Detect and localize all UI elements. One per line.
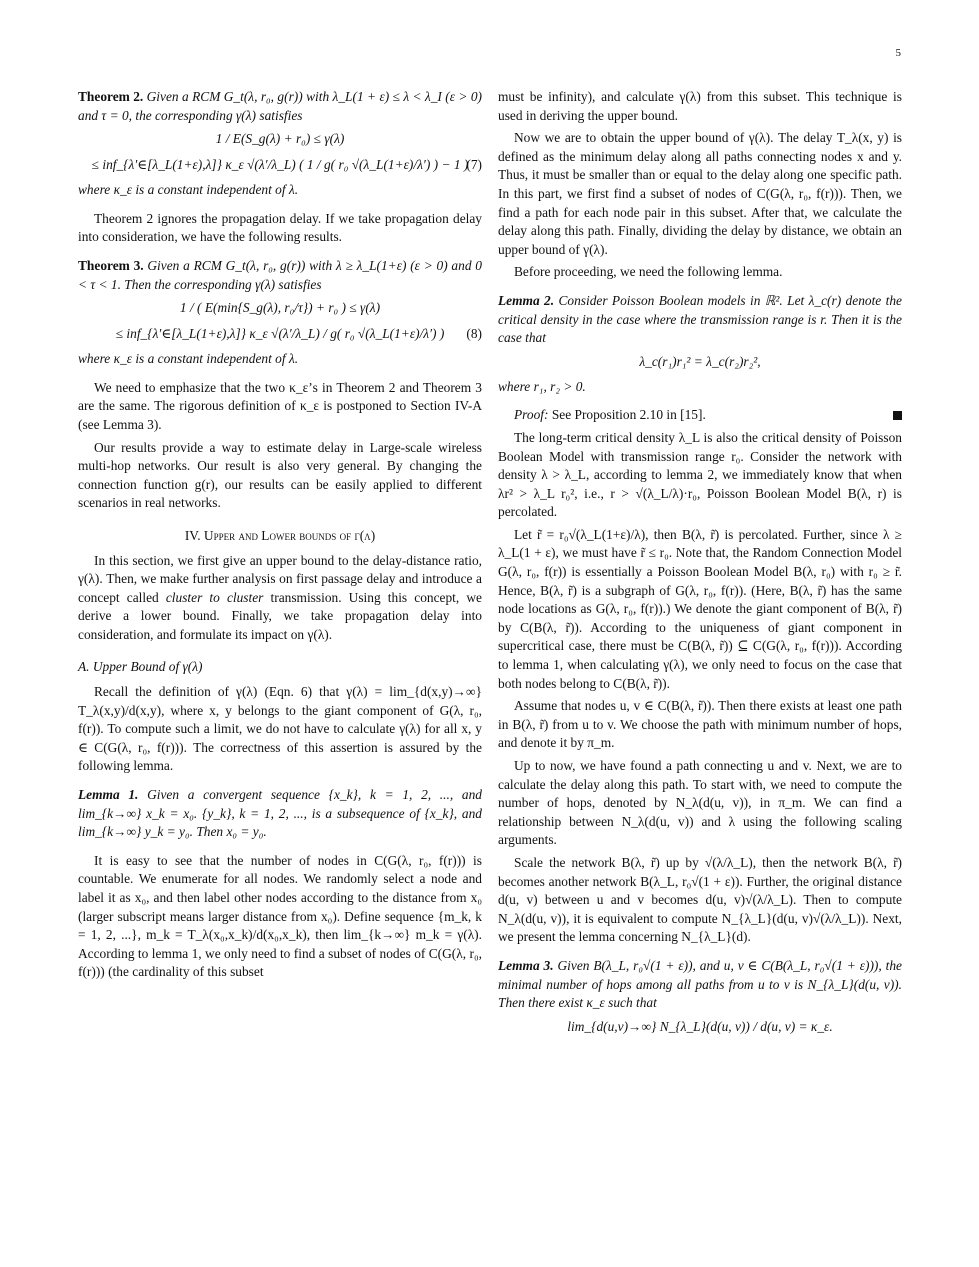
subsection-heading: A. Upper Bound of γ(λ) bbox=[78, 659, 203, 675]
proof-label: Proof: bbox=[514, 407, 549, 423]
paragraph: In this section, we first give an upper bound to the delay-distance ratio, γ(λ). Then, we make further analysis on first passage delay and introduce a concept called cluster to cluster transmission. Using this concept, we derive a lower bound. Finally, we take propagation delay into consideration, and formulate its impact on γ(λ). bbox=[78, 552, 482, 642]
theorem-2 bbox=[78, 88, 482, 125]
lemma-2-text: Consider Poisson Boolean models in ℝ². Let λ_c(r) denote the critical density in the case where the transmission range is r. Then it is the case that bbox=[498, 292, 902, 346]
theorem-3-label: Theorem 3. bbox=[78, 257, 144, 273]
paragraph: Now we are to obtain the upper bound of γ(λ). The delay T_λ(x, y) is defined as the minimum delay along all paths connecting nodes x and y. Thus, it must be smaller than or equal to the delay along one specific path. In this part, we first find a subset of nodes of C(G(λ, r₀, f(r))). Then, we find a path for each node pair in this subset. After that, we calculate the delay along this path. Finally, dividing the delay by distance, we obtain an upper bound of γ(λ). bbox=[498, 130, 902, 257]
lemma-3-text: Given B(λ_L, r₀√(1 + ε)), and u, v ∈ C(B(λ_L, r₀√(1 + ε))), the minimal number of hops among all paths from u to v is N_{λ_L}(d(u, v)). Then there exist κ_ε such that bbox=[498, 957, 902, 1011]
lemma-2 bbox=[498, 292, 902, 348]
paragraph: Recall the definition of γ(λ) (Eqn. 6) that γ(λ) = lim_{d(x,y)→∞} T_λ(x,y)/d(x,y), where x, y belongs to the giant component of G(λ, r₀, f(r)). To compute such a limit, we do not have to calculate γ(λ) for all x, y ∈ C(G(λ, r₀, f(r))). The correctness of this assertion is assured by the following lemma. bbox=[78, 684, 482, 774]
equation-8b: ≤ inf_{λ′∈[λ_L(1+ε),λ]} κ_ε √(λ′/λ_L) / g( r₀ √(λ_L(1+ε)/λ′) ) (8) bbox=[78, 324, 482, 344]
equation-7a: 1 / E(S_g(λ) + r₀) ≤ γ(λ) bbox=[215, 131, 345, 147]
equation-8a: 1 / ( E(min{S_g(λ), r₀/τ}) + r₀ ) ≤ γ(λ) bbox=[179, 300, 381, 316]
theorem-2-where: where κ_ε is a constant independent of λ. bbox=[78, 182, 299, 198]
lemma-3 bbox=[498, 957, 902, 1013]
emphasis: cluster to cluster bbox=[165, 589, 264, 605]
theorem-3 bbox=[78, 257, 482, 294]
paragraph: Our results provide a way to estimate delay in Large-scale wireless multi-hop networks. Our result is also very general. By changing the connection function g(r), our results can be easily applied to different scenarios in real networks. bbox=[78, 439, 482, 511]
theorem-3-where: where κ_ε is a constant independent of λ. bbox=[78, 351, 299, 367]
lemma-2-where: where r₁, r₂ > 0. bbox=[498, 378, 586, 394]
paragraph: Let r̃ = r₀√(λ_L(1+ε)/λ), then B(λ, r̃) is percolated. Further, since λ ≥ λ_L(1 + ε), we must have r̃ ≤ r₀. Note that, the Random Connection Model G(λ, r₀, f(r)) is essentially a Poisson Boolean Model B(λ, r₀) with r₀ ≥ r̃. Hence, B(λ, r̃) is a subgraph of G(λ, r₀, f(r)). (Here, B(λ, r̃) has the same node locations as G(λ, r₀, f(r)).) We denote the giant component of B(λ, r̃) by C(B(λ, r̃)). According to the uniqueness of giant component in supercritical case, there must be C(B(λ, r̃)) ⊆ C(G(λ, r₀, f(r))). According to lemma 1, when calculating γ(λ), we only need to focus on the case that both nodes belong to C(B(λ, r̃)). bbox=[498, 526, 902, 691]
proof bbox=[498, 406, 902, 425]
right-column bbox=[498, 88, 902, 1043]
lemma-2-equation: λ_c(r₁)r₁² = λ_c(r₂)r₂², bbox=[639, 353, 761, 369]
lemma-3-label: Lemma 3. bbox=[498, 957, 554, 973]
theorem-2-text: Given a RCM G_t(λ, r₀, g(r)) with λ_L(1 + ε) ≤ λ < λ_I (ε > 0) and τ = 0, the corresponding γ(λ) satisfies bbox=[78, 89, 482, 123]
paragraph: must be infinity), and calculate γ(λ) from this subset. This technique is used in deriving the upper bound. bbox=[498, 89, 902, 123]
page-number: 5 bbox=[895, 47, 901, 59]
proof-text: See Proposition 2.10 in [15]. bbox=[551, 407, 706, 423]
left-column bbox=[78, 88, 482, 986]
paragraph: Up to now, we have found a path connecting u and v. Next, we are to calculate the delay along this path. To start with, we need to compute the number of hops, denoted by N_λ(d(u, v)), in π_m. We can find a relationship between N_λ(d(u, v)) and λ using the following scaling arguments. bbox=[498, 758, 902, 848]
paragraph: It is easy to see that the number of nodes in C(G(λ, r₀, f(r))) is countable. We enumerate for all nodes. We randomly select a node and label it as x₀, and then label other nodes according to the distance from x₀ (larger subscript means larger distance from x₀). Define sequence {m_k, k = 1, 2, ...}, m_k = T_λ(x₀,x_k)/d(x₀,x_k), then lim_{k→∞} m_k = γ(λ). According to lemma 1, we only need to find a subset of nodes of C(G(λ, r₀, f(r))) (the cardinality of this subset bbox=[78, 852, 482, 980]
equation-8-number: (8) bbox=[466, 326, 482, 342]
qed-icon bbox=[893, 411, 902, 420]
theorem-2-label: Theorem 2. bbox=[78, 89, 144, 104]
paragraph: We need to emphasize that the two κ_ε’s in Theorem 2 and Theorem 3 are the same. The rigorous definition of κ_ε is postponed to Section IV-A (see Lemma 3). bbox=[78, 379, 482, 432]
lemma-3-equation: lim_{d(u,v)→∞} N_{λ_L}(d(u, v)) / d(u, v) = κ_ε. bbox=[567, 1018, 833, 1034]
section-heading: IV. Upper and Lower bounds of γ(λ) bbox=[184, 527, 376, 543]
paragraph: Scale the network B(λ, r̃) up by √(λ/λ_L), then the network B(λ, r̃) becomes another network B(λ_L, r₀√(1 + ε)). Further, the original distance d(u, v) between u and v becomes d(u, v)√(λ/λ_L). Then to compute N_λ(d(u, v)), it is equivalent to compute N_{λ_L}(d(u, v)√(λ/λ_L)). Next, we present the lemma concerning N_{λ_L}(d). bbox=[498, 854, 902, 945]
paragraph: Theorem 2 ignores the propagation delay. If we take propagation delay into consideration, we have the following results. bbox=[78, 210, 482, 245]
paragraph: Assume that nodes u, v ∈ C(B(λ, r̃)). Then there exists at least one path in B(λ, r̃) from u to v. We choose the path with minimum number of hops, and denote it by π_m. bbox=[498, 698, 902, 751]
theorem-3-text: Given a RCM G_t(λ, r₀, g(r)) with λ ≥ λ_L(1+ε) (ε > 0) and 0 < τ < 1. Then the corresponding γ(λ) satisfies bbox=[78, 257, 482, 292]
equation-7b: ≤ inf_{λ′∈[λ_L(1+ε),λ]} κ_ε √(λ′/λ_L) ( 1 / g( r₀ √(λ_L(1+ε)/λ′) ) − 1 ) (7) bbox=[78, 155, 482, 175]
lemma-2-label: Lemma 2. bbox=[498, 292, 555, 308]
lemma-1-text: Given a convergent sequence {x_k}, k = 1, 2, ..., and lim_{k→∞} x_k = x₀. {y_k}, k = 1, 2, ..., is a subsequence of {x_k}, and lim_{k→∞} y_k = y₀. Then x₀ = y₀. bbox=[78, 787, 482, 840]
lemma-1 bbox=[78, 786, 482, 842]
equation-7-number: (7) bbox=[466, 157, 482, 173]
lemma-1-label: Lemma 1. bbox=[78, 787, 139, 803]
paragraph: The long-term critical density λ_L is also the critical density of Poisson Boolean Model with transmission range r₀. Consider the network with density λ > λ_L, according to lemma 2, we immediately know that when λr² > λ_L r₀², i.e., r > √(λ_L/λ)·r₀, Poisson Boolean Model B(λ, r) is percolated. bbox=[498, 429, 902, 520]
paragraph: Before proceeding, we need the following lemma. bbox=[514, 264, 783, 280]
